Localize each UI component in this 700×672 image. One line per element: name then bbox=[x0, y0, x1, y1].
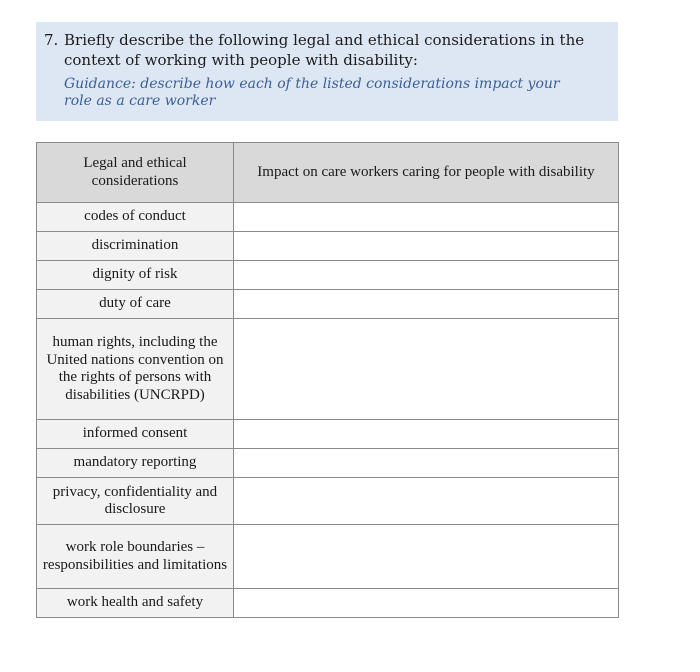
impact-cell[interactable] bbox=[234, 232, 619, 261]
table-row bbox=[37, 525, 619, 589]
table-row bbox=[37, 589, 619, 618]
consideration-cell: dignity of risk bbox=[37, 261, 234, 290]
impact-cell[interactable] bbox=[234, 525, 619, 589]
impact-cell[interactable] bbox=[234, 478, 619, 525]
header-impact bbox=[234, 143, 619, 203]
header-impact-label: Impact on care workers caring for people with disability bbox=[257, 163, 595, 180]
consideration-cell: work health and safety bbox=[37, 589, 234, 618]
header-considerations bbox=[37, 143, 234, 203]
impact-cell[interactable] bbox=[234, 420, 619, 449]
table-row bbox=[37, 290, 619, 319]
impact-cell[interactable] bbox=[234, 203, 619, 232]
consideration-cell: informed consent bbox=[37, 420, 234, 449]
consideration-cell: human rights, including the United nations convention on the rights of persons with disabilities (UNCRPD) bbox=[37, 319, 234, 420]
table-row bbox=[37, 319, 619, 420]
table-row bbox=[37, 232, 619, 261]
impact-cell[interactable] bbox=[234, 449, 619, 478]
impact-cell[interactable] bbox=[234, 261, 619, 290]
table-row bbox=[37, 261, 619, 290]
consideration-cell: mandatory reporting bbox=[37, 449, 234, 478]
consideration-cell: codes of conduct bbox=[37, 203, 234, 232]
question-number: 7. bbox=[44, 31, 59, 49]
table-header-row bbox=[37, 143, 619, 203]
considerations-table bbox=[36, 142, 619, 618]
consideration-cell: work role boundaries – responsibilities and limitations bbox=[37, 525, 234, 589]
table-row bbox=[37, 203, 619, 232]
impact-cell[interactable] bbox=[234, 319, 619, 420]
table-row bbox=[37, 478, 619, 525]
impact-cell[interactable] bbox=[234, 290, 619, 319]
impact-cell[interactable] bbox=[234, 589, 619, 618]
question-line bbox=[44, 30, 610, 70]
consideration-cell: privacy, confidentiality and disclosure bbox=[37, 478, 234, 525]
consideration-cell: duty of care bbox=[37, 290, 234, 319]
guidance-text: Guidance: describe how each of the listed considerations impact your role as a care worker bbox=[64, 76, 560, 109]
question-box bbox=[36, 22, 618, 121]
consideration-cell: discrimination bbox=[37, 232, 234, 261]
table-row bbox=[37, 449, 619, 478]
table-row bbox=[37, 420, 619, 449]
header-considerations-label: Legal and ethical considerations bbox=[83, 155, 187, 189]
question-text: Briefly describe the following legal and ethical considerations in the context of working with people with disability: bbox=[64, 31, 585, 69]
